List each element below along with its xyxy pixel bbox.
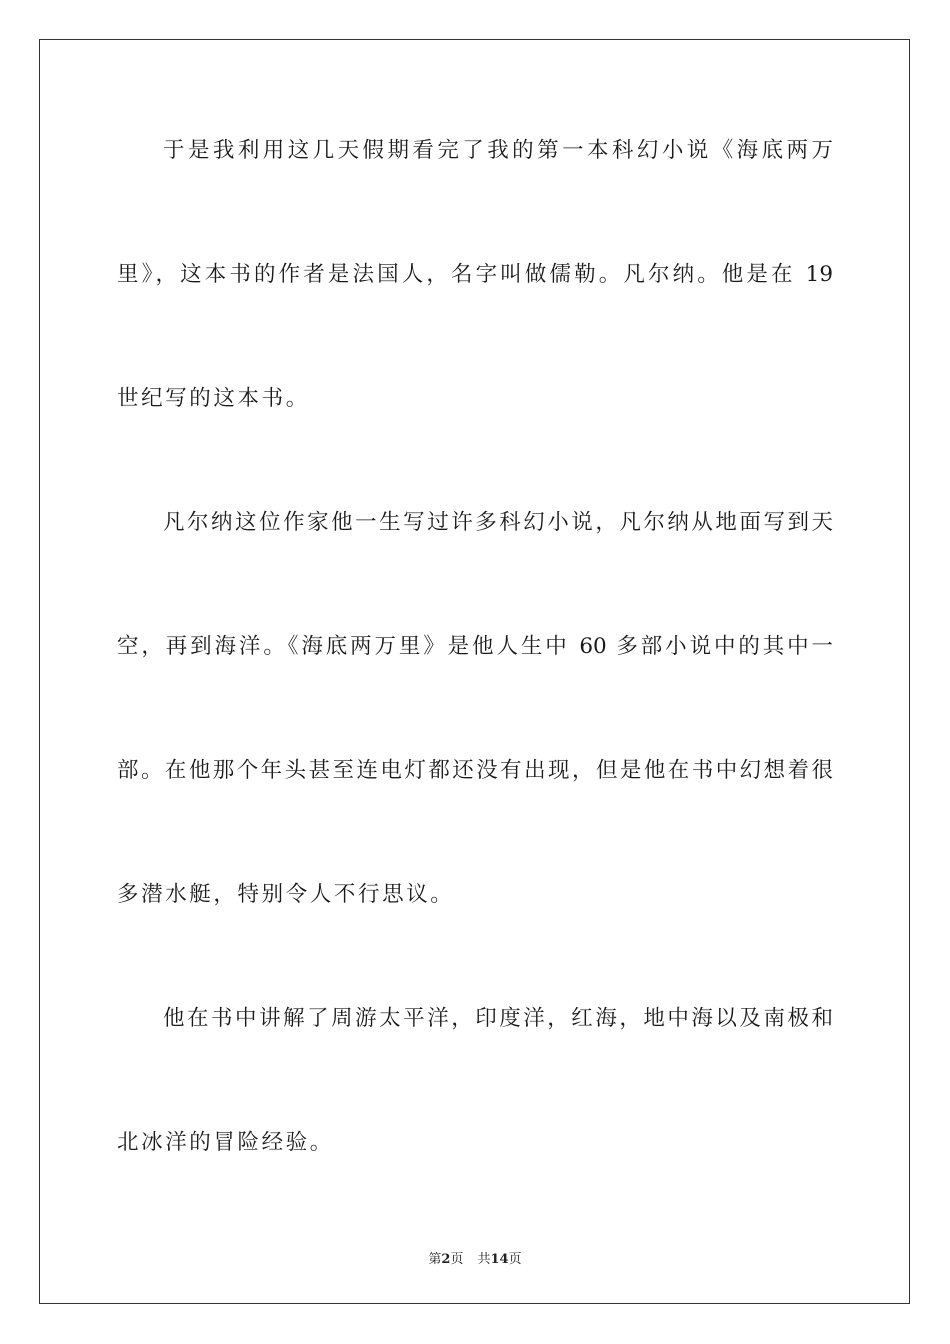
page-prefix: 第 (428, 1252, 442, 1267)
page-number: 2 (441, 1252, 451, 1267)
text-line: 多潜水艇，特别令人不行思议。 (117, 882, 455, 907)
page-footer (0, 1248, 950, 1267)
text-line: 里》，这本书的作者是法国人，名字叫做儒勒。凡尔纳。他是在 19 (117, 262, 833, 287)
text-line: 空，再到海洋。《海底两万里》是他人生中 60 多部小说中的其中一 (117, 634, 833, 659)
page-suffix: 页 (450, 1252, 464, 1267)
total-suffix: 页 (508, 1252, 522, 1267)
total-prefix: 共 (477, 1252, 491, 1267)
text-line: 世纪写的这本书。 (117, 386, 310, 411)
total-pages: 14 (490, 1252, 509, 1267)
text-line: 他在书中讲解了周游太平洋，印度洋，红海，地中海以及南极和 (163, 1006, 833, 1031)
text-line: 部。在他那个年头甚至连电灯都还没有出现，但是他在书中幻想着很 (117, 758, 833, 783)
text-line: 凡尔纳这位作家他一生写过许多科幻小说，凡尔纳从地面写到天 (163, 510, 833, 535)
text-line: 于是我利用这几天假期看完了我的第一本科幻小说《海底两万 (163, 138, 833, 163)
page-border (39, 39, 910, 1304)
text-line: 北冰洋的冒险经验。 (117, 1130, 334, 1155)
